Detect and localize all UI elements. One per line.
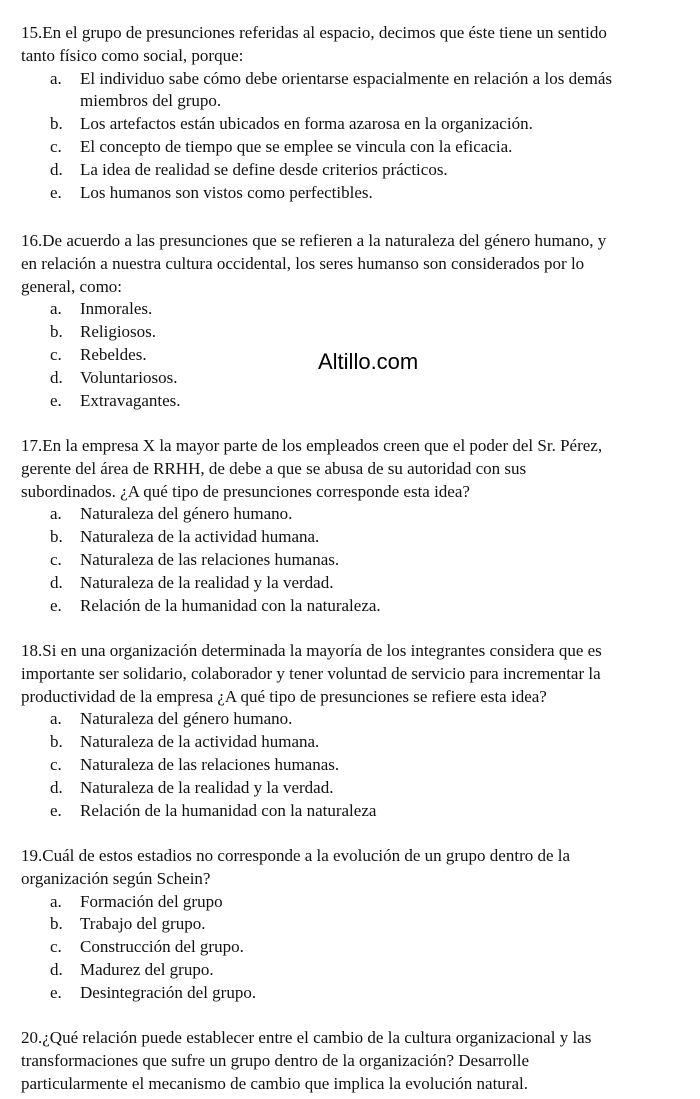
option-letter: e.	[50, 390, 62, 410]
question-17	[21, 435, 700, 617]
option-b	[21, 321, 700, 344]
question-text	[21, 22, 700, 68]
option-letter: b.	[50, 914, 63, 934]
option-line: Extravagantes.	[80, 390, 181, 410]
question-line: 16.De acuerdo a las presunciones que se refieren a la naturaleza del género humano, y	[21, 231, 607, 250]
question-19	[21, 845, 700, 1005]
question-20	[21, 1027, 700, 1095]
option-letter: b.	[50, 322, 63, 342]
question-line: general, como:	[21, 276, 123, 296]
option-line: El concepto de tiempo que se emplee se vincula con la eficacia.	[80, 136, 513, 156]
option-letter: a.	[50, 709, 62, 729]
option-line: Rebeldes.	[80, 344, 147, 364]
option-line: Naturaleza de la realidad y la verdad.	[80, 572, 334, 592]
option-line: El individuo sabe cómo debe orientarse espacialmente en relación a los demás	[80, 68, 612, 88]
option-a	[21, 891, 700, 914]
question-text	[21, 435, 700, 503]
option-b	[21, 526, 700, 549]
option-line: Naturaleza de la actividad humana.	[80, 527, 320, 547]
option-line: Relación de la humanidad con la naturaleza	[80, 800, 377, 820]
option-line: Naturaleza del género humano.	[80, 709, 293, 729]
option-a	[21, 503, 700, 526]
option-e	[21, 595, 700, 618]
question-line: particularmente el mecanismo de cambio que implica la evolución natural.	[21, 1073, 528, 1093]
option-list	[21, 891, 700, 1005]
option-letter: c.	[50, 754, 62, 774]
option-letter: b.	[50, 732, 63, 752]
option-line: Los artefactos están ubicados en forma azarosa en la organización.	[80, 114, 533, 134]
option-line: Desintegración del grupo.	[80, 982, 257, 1002]
option-letter: d.	[50, 159, 63, 179]
option-letter: d.	[50, 777, 63, 797]
option-letter: c.	[50, 549, 62, 569]
option-letter: c.	[50, 136, 62, 156]
option-list	[21, 68, 700, 205]
option-line: Naturaleza de las relaciones humanas.	[80, 549, 340, 569]
question-16	[21, 230, 700, 412]
option-letter: d.	[50, 572, 63, 592]
option-letter: a.	[50, 68, 62, 88]
question-line: tanto físico como social, porque:	[21, 45, 244, 65]
option-line: Construcción del grupo.	[80, 937, 244, 957]
option-letter: e.	[50, 595, 62, 615]
option-letter: a.	[50, 299, 62, 319]
question-line: 15.En el grupo de presunciones referidas al espacio, decimos que éste tiene un sentido	[21, 23, 607, 42]
question-text	[21, 1027, 700, 1095]
question-text	[21, 230, 700, 298]
option-line: Inmorales.	[80, 299, 153, 319]
option-line: Formación del grupo	[80, 891, 223, 911]
option-e	[21, 800, 700, 823]
option-e	[21, 982, 700, 1005]
question-text	[21, 845, 700, 891]
option-letter: c.	[50, 344, 62, 364]
question-line: 18.Si en una organización determinada la mayoría de los integrantes considera que es	[21, 641, 602, 660]
question-line: organización según Schein?	[21, 868, 211, 888]
option-b	[21, 113, 700, 136]
option-letter: c.	[50, 937, 62, 957]
option-letter: b.	[50, 114, 63, 134]
question-line: 19.Cuál de estos estadios no corresponde a la evolución de un grupo dentro de la	[21, 846, 571, 865]
question-line: gerente del área de RRHH, de debe a que se abusa de su autoridad con sus	[21, 458, 527, 478]
question-line: 20.¿Qué relación puede establecer entre el cambio de la cultura organizacional y las	[21, 1028, 592, 1047]
option-b	[21, 731, 700, 754]
option-list	[21, 708, 700, 822]
option-line: Naturaleza del género humano.	[80, 504, 293, 524]
option-b	[21, 913, 700, 936]
option-c	[21, 754, 700, 777]
question-line: productividad de la empresa ¿A qué tipo de presunciones se refiere esta idea?	[21, 686, 547, 706]
option-d	[21, 367, 700, 390]
option-a	[21, 68, 700, 114]
option-c	[21, 936, 700, 959]
option-e	[21, 390, 700, 413]
question-line: importante ser solidario, colaborador y tener voluntad de servicio para incrementar la	[21, 663, 601, 683]
option-line: Voluntariosos.	[80, 367, 178, 387]
option-letter: e.	[50, 982, 62, 1002]
option-letter: a.	[50, 504, 62, 524]
option-letter: d.	[50, 367, 63, 387]
option-d	[21, 572, 700, 595]
option-line: Trabajo del grupo.	[80, 914, 206, 934]
option-line: Los humanos son vistos como perfectibles.	[80, 182, 373, 202]
question-line: en relación a nuestra cultura occidental, los seres humanso son considerados por lo	[21, 253, 585, 273]
option-letter: e.	[50, 182, 62, 202]
option-d	[21, 159, 700, 182]
option-line: Religiosos.	[80, 322, 157, 342]
option-c	[21, 136, 700, 159]
question-line: subordinados. ¿A qué tipo de presunciones corresponde esta idea?	[21, 481, 470, 501]
option-e	[21, 182, 700, 205]
question-18	[21, 640, 700, 822]
option-a	[21, 708, 700, 731]
option-line: Naturaleza de la realidad y la verdad.	[80, 777, 334, 797]
option-c	[21, 344, 700, 367]
option-letter: a.	[50, 891, 62, 911]
question-line: transformaciones que sufre un grupo dentro de la organización? Desarrolle	[21, 1050, 530, 1070]
option-line: La idea de realidad se define desde criterios prácticos.	[80, 159, 448, 179]
option-line: Naturaleza de las relaciones humanas.	[80, 754, 340, 774]
question-text	[21, 640, 700, 708]
option-d	[21, 777, 700, 800]
watermark-text: Altillo.com	[318, 349, 419, 374]
option-line: Madurez del grupo.	[80, 959, 214, 979]
option-line: Relación de la humanidad con la naturaleza.	[80, 595, 381, 615]
option-letter: b.	[50, 527, 63, 547]
option-letter: e.	[50, 800, 62, 820]
option-letter: d.	[50, 959, 63, 979]
option-line: miembros del grupo.	[80, 91, 222, 111]
option-d	[21, 959, 700, 982]
question-line: 17.En la empresa X la mayor parte de los empleados creen que el poder del Sr. Pérez,	[21, 436, 603, 455]
option-line: Naturaleza de la actividad humana.	[80, 732, 320, 752]
option-list	[21, 298, 700, 412]
option-a	[21, 298, 700, 321]
option-list	[21, 503, 700, 617]
question-15	[21, 22, 700, 204]
option-c	[21, 549, 700, 572]
